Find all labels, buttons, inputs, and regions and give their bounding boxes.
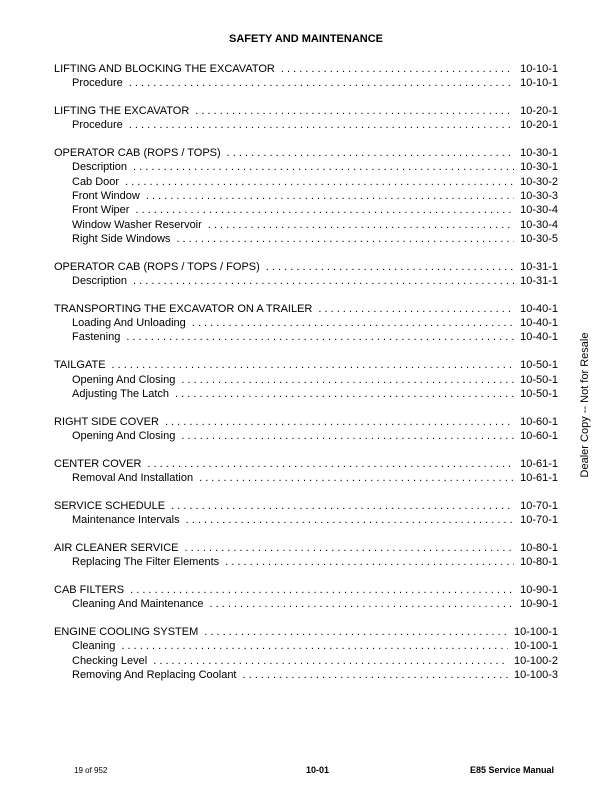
dot-leader xyxy=(129,76,514,90)
toc-entry-page: 10-80-1 xyxy=(520,541,558,554)
toc-subentry[interactable] xyxy=(54,330,558,344)
toc-entry-label: Removal And Installation xyxy=(72,472,194,485)
dot-leader xyxy=(153,654,508,668)
toc-entry-label: OPERATOR CAB (ROPS / TOPS) xyxy=(54,147,221,160)
toc-entry-label: Right Side Windows xyxy=(72,232,171,245)
toc-entry-page: 10-100-1 xyxy=(513,640,558,653)
toc-heading[interactable] xyxy=(54,260,558,274)
dot-leader xyxy=(121,639,508,653)
dot-leader xyxy=(181,373,514,387)
toc-entry-label: Procedure xyxy=(72,119,123,132)
manual-title: E85 Service Manual xyxy=(469,765,554,775)
page-number: 10-01 xyxy=(306,765,330,775)
dot-leader xyxy=(175,387,514,401)
toc-section xyxy=(54,457,558,486)
toc-subentry[interactable] xyxy=(54,274,558,288)
dot-leader xyxy=(171,499,514,513)
toc-entry-page: 10-30-5 xyxy=(520,232,558,245)
toc-section xyxy=(54,541,558,570)
dot-leader xyxy=(133,274,514,288)
dot-leader xyxy=(129,118,514,132)
toc-section xyxy=(54,104,558,133)
toc-entry-page: 10-30-3 xyxy=(520,190,558,203)
toc-heading[interactable] xyxy=(54,358,558,372)
toc-entry-label: Removing And Replacing Coolant xyxy=(72,669,237,681)
toc-subentry[interactable] xyxy=(54,76,558,90)
toc-section xyxy=(54,625,558,682)
toc-entry-page: 10-90-1 xyxy=(520,584,558,597)
toc-subentry[interactable] xyxy=(54,373,558,387)
toc-subentry[interactable] xyxy=(54,555,558,569)
toc-entry-page: 10-30-4 xyxy=(520,204,558,217)
toc-entry-page: 10-100-3 xyxy=(513,669,558,681)
toc-subentry[interactable] xyxy=(54,513,558,527)
dot-leader xyxy=(176,232,514,246)
toc-section xyxy=(54,260,558,289)
toc-entry-page: 10-20-1 xyxy=(520,105,558,118)
dot-leader xyxy=(125,175,514,189)
dot-leader xyxy=(243,668,508,682)
dot-leader xyxy=(126,330,514,344)
dot-leader xyxy=(192,316,514,330)
toc-entry-page: 10-60-1 xyxy=(520,415,558,428)
toc-entry-label: LIFTING AND BLOCKING THE EXCAVATOR xyxy=(54,63,275,75)
toc-entry-label: CENTER COVER xyxy=(54,457,142,470)
toc-entry-page: 10-100-2 xyxy=(513,654,558,667)
toc-section xyxy=(54,62,558,91)
toc-subentry[interactable] xyxy=(54,203,558,217)
toc-heading[interactable] xyxy=(54,104,558,118)
toc-subentry[interactable] xyxy=(54,471,558,485)
toc-entry-page: 10-40-1 xyxy=(520,331,558,344)
toc-section xyxy=(54,146,558,246)
toc-heading[interactable] xyxy=(54,457,558,471)
dot-leader xyxy=(185,541,515,555)
toc-entry-label: TRANSPORTING THE EXCAVATOR ON A TRAILER xyxy=(54,302,313,315)
toc-section xyxy=(54,499,558,528)
toc-entry-page: 10-10-1 xyxy=(520,77,558,90)
toc-subentry[interactable] xyxy=(54,387,558,401)
toc-entry-label: SERVICE SCHEDULE xyxy=(54,499,166,512)
dot-leader xyxy=(181,429,514,443)
toc-heading[interactable] xyxy=(54,62,558,76)
toc-entry-label: CAB FILTERS xyxy=(54,584,125,597)
toc-section xyxy=(54,358,558,401)
dot-leader xyxy=(227,146,514,160)
toc-entry-page: 10-40-1 xyxy=(520,302,558,315)
dot-leader xyxy=(165,415,514,429)
toc-entry-label: Front Window xyxy=(72,190,140,203)
toc-subentry[interactable] xyxy=(54,160,558,174)
dot-leader xyxy=(225,555,514,569)
dot-leader xyxy=(204,625,508,639)
toc-entry-page: 10-50-1 xyxy=(520,359,558,372)
toc-heading[interactable] xyxy=(54,541,558,555)
toc-subentry[interactable] xyxy=(54,218,558,232)
dot-leader xyxy=(281,62,514,76)
toc-entry-label: Description xyxy=(72,161,128,174)
toc-entry-page: 10-50-1 xyxy=(520,373,558,386)
toc-subentry[interactable] xyxy=(54,175,558,189)
toc-entry-page: 10-100-1 xyxy=(513,626,558,639)
toc-entry-label: OPERATOR CAB (ROPS / TOPS / FOPS) xyxy=(54,260,260,273)
toc-heading[interactable] xyxy=(54,583,558,597)
toc-subentry[interactable] xyxy=(54,668,558,682)
toc-heading[interactable] xyxy=(54,499,558,513)
toc-entry-label: ENGINE COOLING SYSTEM xyxy=(54,626,199,639)
toc-entry-page: 10-30-4 xyxy=(520,218,558,231)
dot-leader xyxy=(147,457,514,471)
toc-entry-label: Procedure xyxy=(72,77,123,90)
toc-entry-label: Description xyxy=(72,275,128,288)
toc-entry-label: Window Washer Reservoir xyxy=(72,218,202,231)
dot-leader xyxy=(199,471,514,485)
toc-entry-page: 10-10-1 xyxy=(520,63,558,75)
toc-entry-page: 10-90-1 xyxy=(520,598,558,611)
toc-entry-page: 10-20-1 xyxy=(520,119,558,132)
toc-entry-page: 10-70-1 xyxy=(520,514,558,527)
toc-entry-label: Cab Door xyxy=(72,175,120,188)
toc-entry-label: Adjusting The Latch xyxy=(72,387,170,400)
toc-entry-label: Replacing The Filter Elements xyxy=(72,556,220,569)
toc-entry-label: Loading And Unloading xyxy=(72,317,186,330)
dot-leader xyxy=(133,160,514,174)
toc-entry-label: Front Wiper xyxy=(72,204,130,217)
toc-heading[interactable] xyxy=(54,146,558,160)
dot-leader xyxy=(318,302,514,316)
toc-entry-label: LIFTING THE EXCAVATOR xyxy=(54,105,190,118)
toc-heading[interactable] xyxy=(54,625,558,639)
toc-entry-label: AIR CLEANER SERVICE xyxy=(54,541,179,554)
toc-entry-label: Cleaning And Maintenance xyxy=(72,598,204,611)
toc-entry-page: 10-80-1 xyxy=(520,556,558,569)
toc-entry-page: 10-60-1 xyxy=(520,429,558,442)
toc-heading[interactable] xyxy=(54,302,558,316)
dot-leader xyxy=(186,513,514,527)
watermark-note: Dealer Copy -- Not for Resale xyxy=(579,332,591,478)
toc-entry-page: 10-61-1 xyxy=(520,472,558,485)
toc-subentry[interactable] xyxy=(54,316,558,330)
toc-entry-page: 10-31-1 xyxy=(520,260,558,273)
toc-entry-label: Fastening xyxy=(72,331,121,344)
dot-leader xyxy=(266,260,514,274)
toc-entry-page: 10-30-2 xyxy=(520,175,558,188)
dot-leader xyxy=(135,203,514,217)
toc-subentry[interactable] xyxy=(54,189,558,203)
toc-entry-page: 10-61-1 xyxy=(520,457,558,470)
dot-leader xyxy=(112,358,515,372)
toc-subentry[interactable] xyxy=(54,429,558,443)
toc-entry-page: 10-30-1 xyxy=(520,147,558,160)
toc-entry-page: 10-30-1 xyxy=(520,161,558,174)
toc-subentry[interactable] xyxy=(54,118,558,132)
dot-leader xyxy=(208,218,514,232)
toc-section xyxy=(54,415,558,444)
toc-subentry[interactable] xyxy=(54,232,558,246)
dot-leader xyxy=(130,583,514,597)
toc-heading[interactable] xyxy=(54,415,558,429)
dot-leader xyxy=(209,597,514,611)
toc-subentry[interactable] xyxy=(54,597,558,611)
toc-entry-label: RIGHT SIDE COVER xyxy=(54,415,159,428)
toc-entry-page: 10-31-1 xyxy=(520,275,558,288)
dot-leader xyxy=(195,104,514,118)
toc-entry-label: Cleaning xyxy=(72,640,116,653)
table-of-contents xyxy=(54,62,558,696)
toc-entry-label: TAILGATE xyxy=(54,359,106,372)
toc-section xyxy=(54,302,558,345)
toc-entry-page: 10-40-1 xyxy=(520,317,558,330)
toc-entry-label: Checking Level xyxy=(72,654,148,667)
toc-entry-label: Opening And Closing xyxy=(72,373,176,386)
toc-subentry[interactable] xyxy=(54,654,558,668)
toc-entry-page: 10-50-1 xyxy=(520,387,558,400)
toc-entry-label: Opening And Closing xyxy=(72,429,176,442)
page-title: SAFETY AND MAINTENANCE xyxy=(228,33,383,45)
toc-entry-page: 10-70-1 xyxy=(520,499,558,512)
toc-subentry[interactable] xyxy=(54,639,558,653)
toc-section xyxy=(54,583,558,612)
toc-entry-label: Maintenance Intervals xyxy=(72,514,180,527)
page-count: 19 of 952 xyxy=(74,766,108,775)
dot-leader xyxy=(146,189,514,203)
